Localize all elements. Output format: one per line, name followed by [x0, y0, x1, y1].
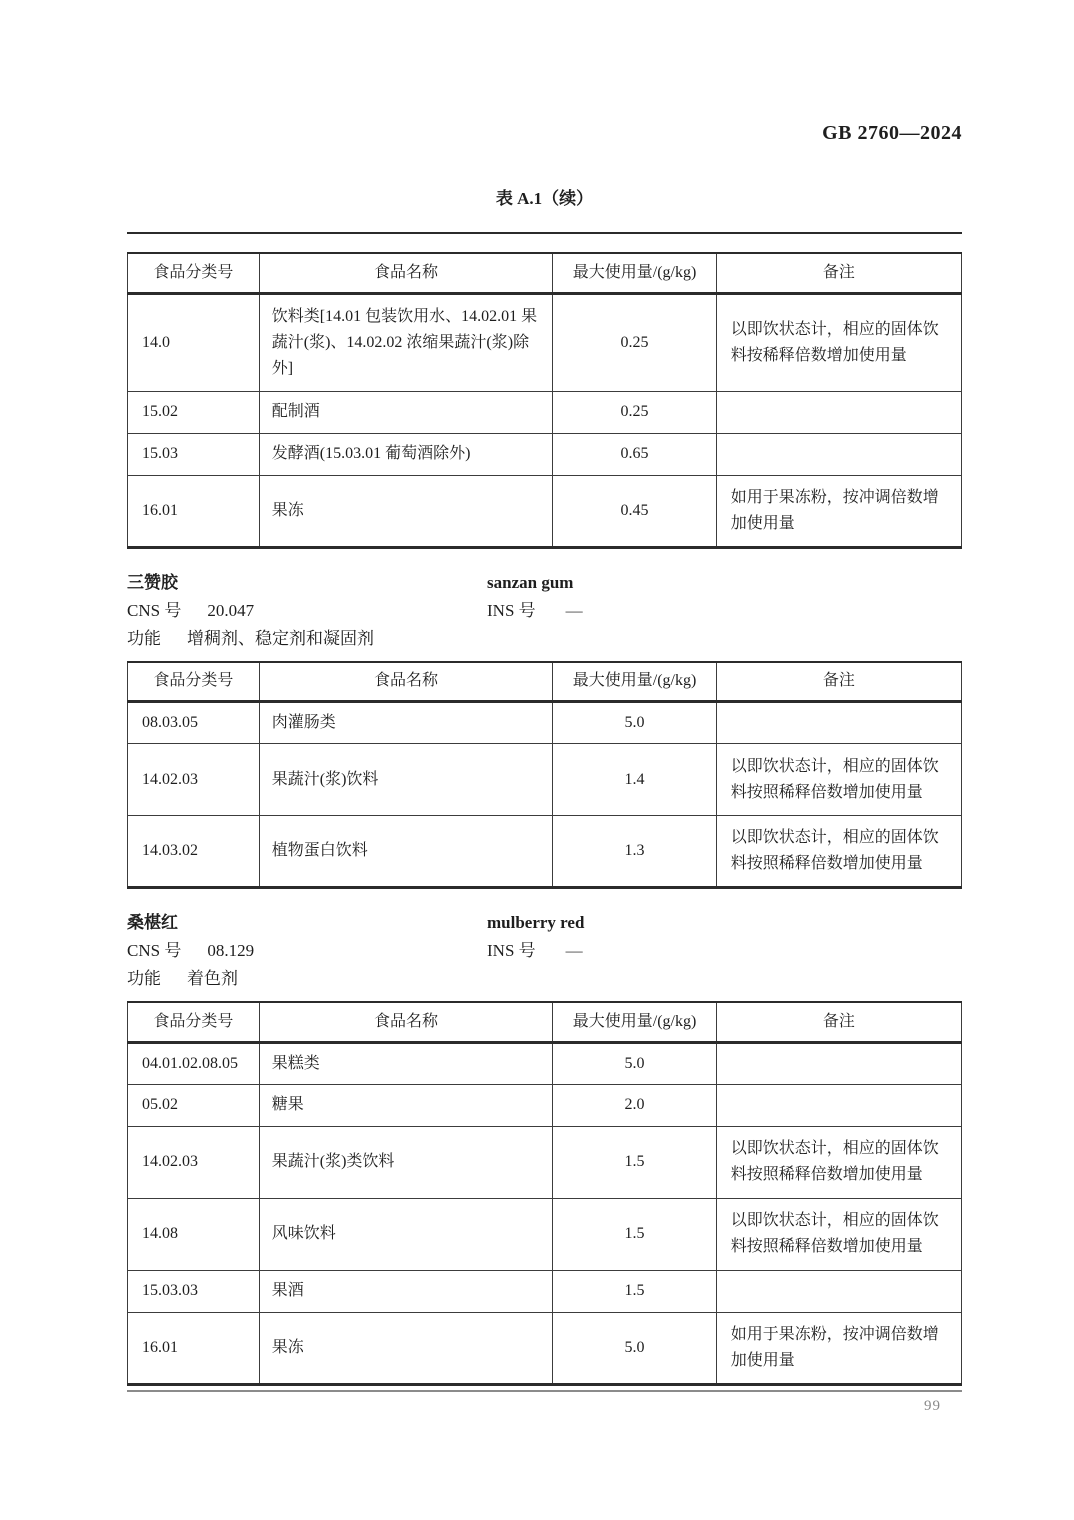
ins-label: INS 号 [487, 600, 536, 620]
cns-value: 08.129 [207, 941, 255, 960]
max-use-cell: 1.5 [553, 1126, 716, 1198]
food-name-cell: 肉灌肠类 [259, 702, 553, 744]
additive-name-cn: 三赞胶 [127, 572, 178, 592]
column-header-max: 最大使用量/(g/kg) [553, 662, 716, 702]
title-rule [127, 232, 962, 234]
column-header-max: 最大使用量/(g/kg) [553, 253, 716, 293]
table-row [128, 475, 962, 547]
note-cell: 以即饮状态计，相应的固体饮料按照稀释倍数增加使用量 [716, 1126, 961, 1198]
column-header-category: 食品分类号 [128, 662, 260, 702]
function-value: 增稠剂、稳定剂和凝固剂 [187, 628, 374, 648]
cns-label: CNS 号 [127, 600, 182, 620]
column-header-notes: 备注 [716, 1002, 961, 1042]
food-category-cell: 16.01 [128, 475, 260, 547]
additive-section-mulberry-red [127, 909, 962, 993]
table-row [128, 816, 962, 888]
food-category-cell: 08.03.05 [128, 702, 260, 744]
column-header-food: 食品名称 [259, 1002, 553, 1042]
note-cell: 如用于果冻粉，按冲调倍数增加使用量 [716, 475, 961, 547]
column-header-food: 食品名称 [259, 662, 553, 702]
food-category-cell: 15.03.03 [128, 1270, 260, 1312]
table-row [128, 1198, 962, 1270]
max-use-cell: 2.0 [553, 1084, 716, 1126]
food-name-cell: 发酵酒(15.03.01 葡萄酒除外) [259, 433, 553, 475]
ins-value: — [565, 941, 583, 960]
column-header-notes: 备注 [716, 662, 961, 702]
max-use-cell: 5.0 [553, 1312, 716, 1384]
table-title: 表 A.1（续） [495, 189, 594, 208]
note-cell [716, 1270, 961, 1312]
function-value: 着色剂 [187, 969, 238, 988]
food-name-cell: 果蔬汁(浆)饮料 [259, 744, 553, 816]
table-header-row [128, 1002, 962, 1042]
food-name-cell: 饮料类[14.01 包装饮用水、14.02.01 果蔬汁(浆)、14.02.02 浓缩果蔬汁(浆)除外] [259, 293, 553, 391]
note-cell: 如用于果冻粉，按冲调倍数增加使用量 [716, 1312, 961, 1384]
note-cell [716, 702, 961, 744]
note-cell: 以即饮状态计，相应的固体饮料按稀释倍数增加使用量 [716, 293, 961, 391]
note-cell [716, 391, 961, 433]
food-name-cell: 果糕类 [259, 1042, 553, 1084]
table-row [128, 391, 962, 433]
column-header-max: 最大使用量/(g/kg) [553, 1002, 716, 1042]
table-row [128, 744, 962, 816]
additive-name-cn: 桑椹红 [127, 913, 178, 932]
additive-name-en: sanzan gum [487, 572, 574, 592]
max-use-cell: 0.45 [553, 475, 716, 547]
note-cell [716, 1042, 961, 1084]
additive-name-en: mulberry red [487, 913, 585, 932]
column-header-food: 食品名称 [259, 253, 553, 293]
food-category-cell: 14.03.02 [128, 816, 260, 888]
table-header-row [128, 253, 962, 293]
max-use-cell: 0.25 [553, 293, 716, 391]
food-name-cell: 果冻 [259, 475, 553, 547]
food-category-cell: 14.08 [128, 1198, 260, 1270]
usage-table-1 [127, 252, 962, 549]
ins-value: — [565, 600, 583, 620]
food-name-cell: 植物蛋白饮料 [259, 816, 553, 888]
food-category-cell: 14.02.03 [128, 1126, 260, 1198]
note-cell: 以即饮状态计，相应的固体饮料按照稀释倍数增加使用量 [716, 1198, 961, 1270]
note-cell: 以即饮状态计，相应的固体饮料按照稀释倍数增加使用量 [716, 744, 961, 816]
column-header-category: 食品分类号 [128, 1002, 260, 1042]
food-category-cell: 04.01.02.08.05 [128, 1042, 260, 1084]
table-row [128, 1084, 962, 1126]
food-category-cell: 14.02.03 [128, 744, 260, 816]
note-cell [716, 433, 961, 475]
food-category-cell: 15.03 [128, 433, 260, 475]
cns-value: 20.047 [207, 600, 255, 620]
max-use-cell: 1.5 [553, 1270, 716, 1312]
cns-label: CNS 号 [127, 941, 182, 960]
footer-rule [127, 1390, 962, 1392]
food-name-cell: 风味饮料 [259, 1198, 553, 1270]
max-use-cell: 5.0 [553, 1042, 716, 1084]
note-cell [716, 1084, 961, 1126]
function-label: 功能 [127, 628, 161, 648]
standard-code: GB 2760—2024 [822, 122, 962, 144]
food-category-cell: 16.01 [128, 1312, 260, 1384]
max-use-cell: 0.25 [553, 391, 716, 433]
ins-label: INS 号 [487, 941, 536, 960]
food-name-cell: 果蔬汁(浆)类饮料 [259, 1126, 553, 1198]
page-number: 99 [924, 1398, 941, 1414]
table-row [128, 1042, 962, 1084]
max-use-cell: 1.4 [553, 744, 716, 816]
table-row [128, 293, 962, 391]
food-name-cell: 果冻 [259, 1312, 553, 1384]
table-row [128, 1126, 962, 1198]
food-category-cell: 14.0 [128, 293, 260, 391]
usage-table-3 [127, 1001, 962, 1386]
food-name-cell: 果酒 [259, 1270, 553, 1312]
table-row [128, 433, 962, 475]
table-row [128, 702, 962, 744]
table-row [128, 1270, 962, 1312]
food-category-cell: 05.02 [128, 1084, 260, 1126]
food-name-cell: 糖果 [259, 1084, 553, 1126]
max-use-cell: 1.5 [553, 1198, 716, 1270]
food-category-cell: 15.02 [128, 391, 260, 433]
usage-table-2 [127, 661, 962, 890]
column-header-category: 食品分类号 [128, 253, 260, 293]
table-header-row [128, 662, 962, 702]
max-use-cell: 1.3 [553, 816, 716, 888]
max-use-cell: 5.0 [553, 702, 716, 744]
table-row [128, 1312, 962, 1384]
column-header-notes: 备注 [716, 253, 961, 293]
max-use-cell: 0.65 [553, 433, 716, 475]
additive-section-sanzan-gum [127, 569, 962, 653]
function-label: 功能 [127, 969, 161, 988]
note-cell: 以即饮状态计，相应的固体饮料按照稀释倍数增加使用量 [716, 816, 961, 888]
food-name-cell: 配制酒 [259, 391, 553, 433]
